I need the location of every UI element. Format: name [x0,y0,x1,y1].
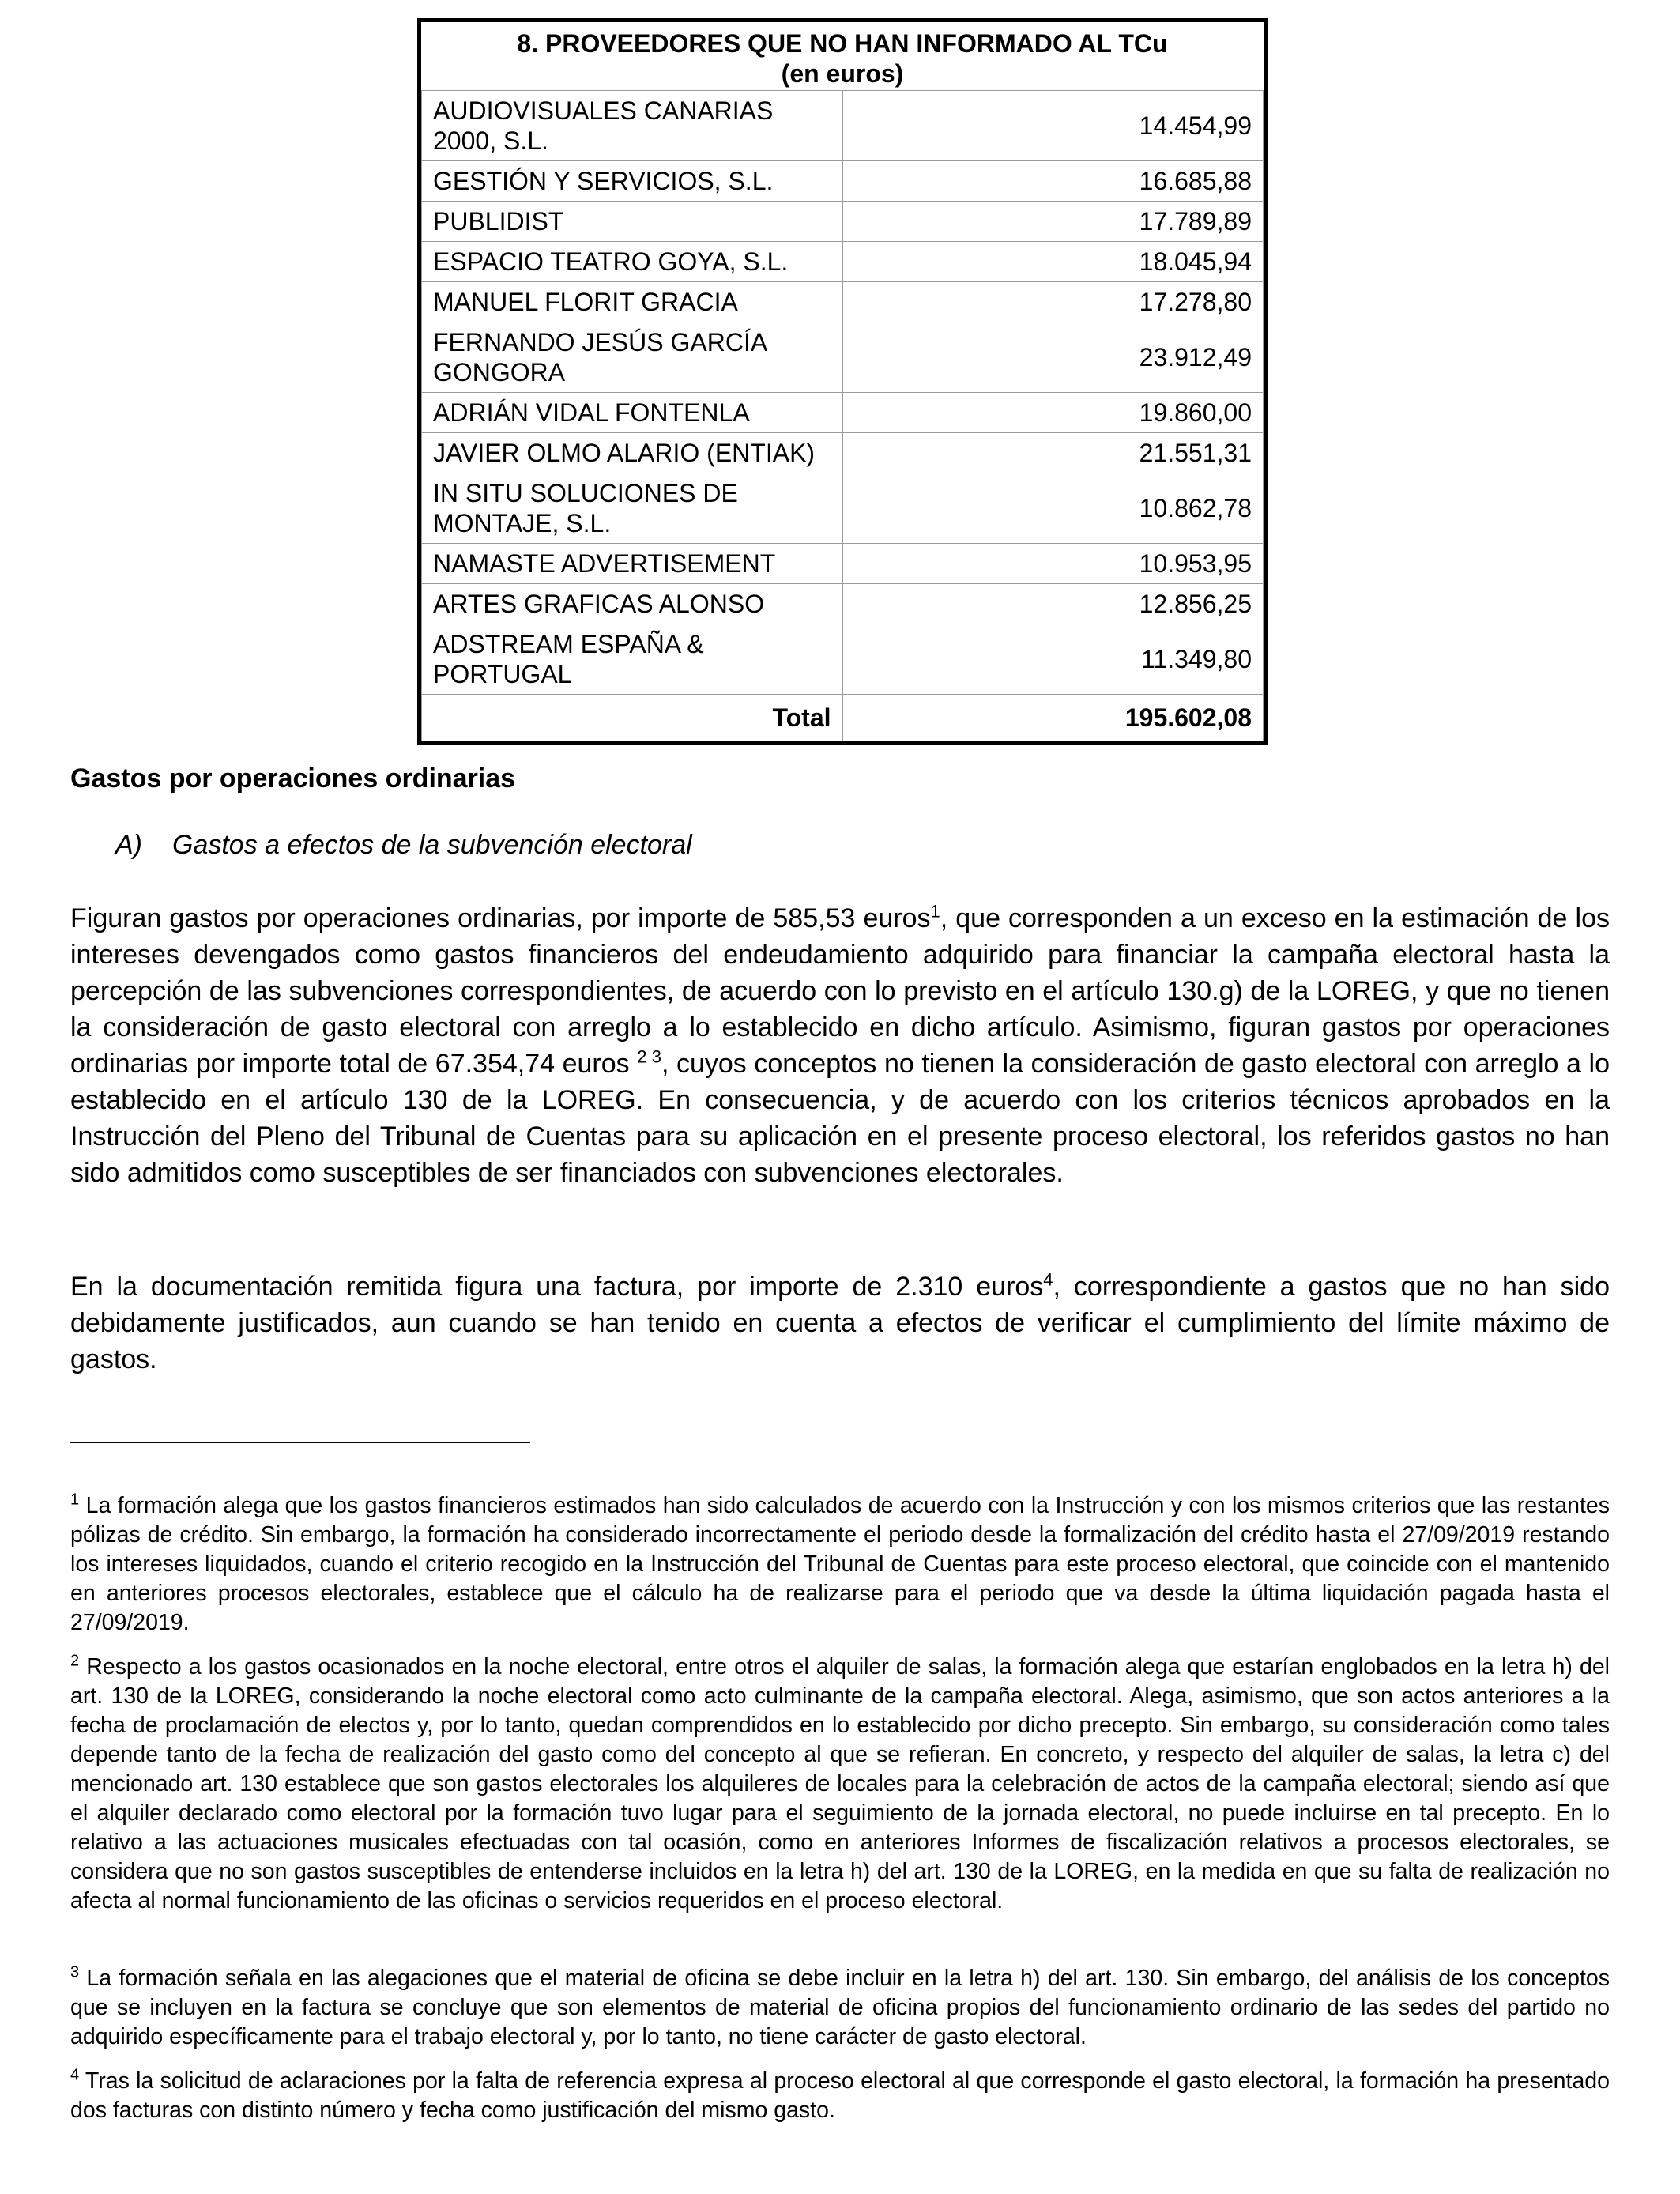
supplier-name: NAMASTE ADVERTISEMENT [422,544,843,584]
footnote-number: 4 [70,2066,80,2084]
paragraph-text: , que corresponden a un exceso en la estimación de los intereses devengados como gastos financieros del endeudamiento adquirido para financiar la campaña electoral hasta la percepción de las subvenciones correspondientes, de acuerdo con lo previsto en el artículo 130.g) de la LOREG, y que no tienen la consideración de gasto electoral con arreglo a lo establecido en dicho artículo. Asimismo, figuran gastos por operaciones ordinarias por importe total de 67.354,74 euros [70,903,1610,1079]
suppliers-table [417,18,1268,745]
supplier-amount: 23.912,49 [842,322,1264,393]
table-subtitle: (en euros) [781,59,904,88]
table-row [422,433,1264,473]
footnote-number: 1 [70,1491,80,1509]
footnote [70,1964,1610,2052]
supplier-amount: 21.551,31 [842,433,1264,473]
table-row [422,282,1264,322]
footnote-text: Respecto a los gastos ocasionados en la noche electoral, entre otros el alquiler de salas, la formación alega que estarían englobados en la letra h) del art. 130 de la LOREG, considerando la noche electoral como acto culminante de la campaña electoral. Alega, asimismo, que son actos anteriores a la fecha de proclamación de electos y, por lo tanto, quedan comprendidos en lo establecido por dicho precepto. Sin embargo, su consideración como tales depende tanto de la fecha de realización del gasto como del concepto al que se refieran. En concreto, y respecto del alquiler de salas, la letra c) del mencionado art. 130 establece que son gastos electorales los alquileres de locales para la celebración de actos de la campaña electoral; siendo así que el alquiler declarado como electoral por la formación tuvo lugar para el seguimiento de la jornada electoral, no puede incluirse en tal precepto. En lo relativo a las actuaciones musicales efectuadas con tal ocasión, como en anteriores Informes de fiscalización relativos a procesos electorales, se considera que no son gastos susceptibles de entenderse incluidos en la letra h) del art. 130 de la LOREG, en la medida en que su falta de realización no afecta al normal funcionamiento de las oficinas o servicios requeridos en el proceso electoral. [70,1654,1610,1913]
supplier-name: AUDIOVISUALES CANARIAS 2000, S.L. [422,91,843,161]
supplier-amount: 10.862,78 [842,473,1264,544]
footnote-divider [70,1442,530,1443]
paragraph-text: Figuran gastos por operaciones ordinarias, por importe de 585,53 euros [70,903,931,933]
supplier-amount: 17.789,89 [842,202,1264,242]
footnote-text: Tras la solicitud de aclaraciones por la falta de referencia expresa al proceso electoral al que corresponde el gasto electoral, la formación ha presentado dos facturas con distinto número y fecha como justificación del mismo gasto. [70,2068,1610,2123]
table-row [422,91,1264,161]
supplier-name: MANUEL FLORIT GRACIA [422,282,843,322]
subsection-heading [115,830,692,861]
paragraph-text: , cuyos conceptos no tienen la consideración de gasto electoral con arreglo a lo establecido en el artículo 130 de la LOREG. En consecuencia, y de acuerdo con los criterios técnicos aprobados en la Instrucción del Pleno del Tribunal de Cuentas para su aplicación en el presente proceso electoral, los referidos gastos no han sido admitidos como susceptibles de ser financiados con subvenciones electorales. [70,1049,1610,1188]
supplier-amount: 16.685,88 [842,161,1264,202]
footnote-ref[interactable]: 4 [1043,1269,1053,1290]
supplier-name: ADSTREAM ESPAÑA & PORTUGAL [422,624,843,695]
table-row [422,242,1264,282]
table-row [422,322,1264,393]
table-row [422,584,1264,624]
table-title: 8. PROVEEDORES QUE NO HAN INFORMADO AL TCu [517,29,1168,58]
footnote-number: 2 [70,1652,80,1670]
paragraph-text: , correspondiente a gastos que no han sido debidamente justificados, aun cuando se han tenido en cuenta a efectos de verificar el cumplimiento del límite máximo de gastos. [70,1272,1610,1374]
supplier-name: ADRIÁN VIDAL FONTENLA [422,393,843,433]
supplier-amount: 17.278,80 [842,282,1264,322]
table-row [422,473,1264,544]
supplier-amount: 10.953,95 [842,544,1264,584]
table-row [422,202,1264,242]
supplier-amount: 18.045,94 [842,242,1264,282]
subsection-label: A) [115,830,142,860]
supplier-name: JAVIER OLMO ALARIO (ENTIAK) [422,433,843,473]
paragraph-text: En la documentación remitida figura una factura, por importe de 2.310 euros [70,1272,1044,1302]
footnote-ref[interactable]: 1 [930,901,940,922]
footnote-text: La formación señala en las alegaciones que el material de oficina se debe incluir en la letra h) del art. 130. Sin embargo, del análisis de los conceptos que se incluyen en la factura se concluye que son elementos de material de oficina propios del funcionamiento ordinario de las sedes del partido no adquirido específicamente para el trabajo electoral y, por lo tanto, no tiene carácter de gasto electoral. [70,1966,1610,2049]
supplier-name: PUBLIDIST [422,202,843,242]
supplier-amount: 11.349,80 [842,624,1264,695]
table-row [422,161,1264,202]
footnote [70,2067,1610,2125]
table-caption [422,22,1264,91]
total-label: Total [422,695,843,741]
supplier-amount: 14.454,99 [842,91,1264,161]
supplier-name: ESPACIO TEATRO GOYA, S.L. [422,242,843,282]
table-total-row [422,695,1264,741]
total-amount: 195.602,08 [842,695,1264,741]
footnote [70,1653,1610,1916]
supplier-name: GESTIÓN Y SERVICIOS, S.L. [422,161,843,202]
subsection-title: Gastos a efectos de la subvención electoral [172,830,692,860]
footnote [70,1491,1610,1638]
supplier-name: IN SITU SOLUCIONES DE MONTAJE, S.L. [422,473,843,544]
supplier-name: ARTES GRAFICAS ALONSO [422,584,843,624]
table-row [422,624,1264,695]
table-row [422,544,1264,584]
supplier-amount: 19.860,00 [842,393,1264,433]
footnote-number: 3 [70,1963,80,1981]
body-paragraph [70,900,1610,1191]
supplier-amount: 12.856,25 [842,584,1264,624]
footnote-ref[interactable]: 2 3 [637,1046,661,1067]
footnote-text: La formación alega que los gastos financieros estimados han sido calculados de acuerdo con la Instrucción y con los mismos criterios que las restantes pólizas de crédito. Sin embargo, la formación ha considerado incorrectamente el periodo desde la formalización del crédito hasta el 27/09/2019 restando los intereses liquidados, cuando el criterio recogido en la Instrucción del Tribunal de Cuentas para este proceso electoral, que coincide con el mantenido en anteriores procesos electorales, establece que el cálculo ha de realizarse para el periodo que va desde la última liquidación pagada hasta el 27/09/2019. [70,1493,1610,1635]
supplier-name: FERNANDO JESÚS GARCÍA GONGORA [422,322,843,393]
section-heading: Gastos por operaciones ordinarias [70,763,516,794]
table-row [422,393,1264,433]
body-paragraph [70,1269,1610,1378]
